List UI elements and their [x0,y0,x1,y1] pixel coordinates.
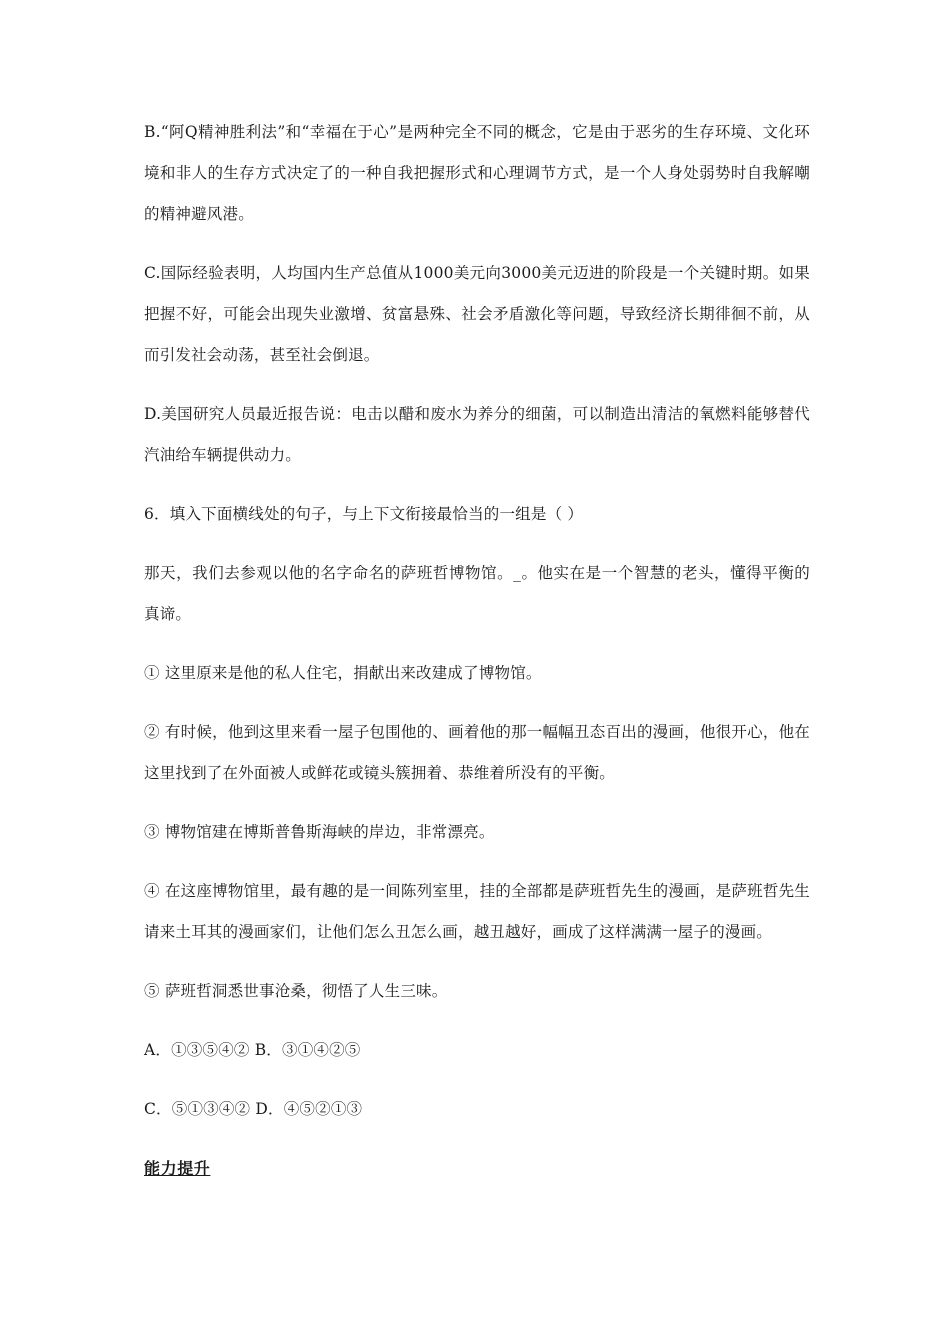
document-page [144,112,810,1189]
section-heading: 能力提升 [144,1159,211,1178]
sentence-2: ② 有时候，他到这里来看一屋子包围他的、画着他的那一幅幅丑态百出的漫画，他很开心，他在这里找到了在外面被人或鲜花或镜头簇拥着、恭维着所没有的平衡。 [144,723,810,782]
answer-options-cd: C．⑤①③④② D．④⑤②①③ [144,1100,363,1118]
sentence-1: ① 这里原来是他的私人住宅，捐献出来改建成了博物馆。 [144,664,542,682]
question-6-passage: 那天，我们去参观以他的名字命名的萨班哲博物馆。_。他实在是一个智慧的老头，懂得平衡的真谛。 [144,564,810,623]
sentence-4: ④ 在这座博物馆里，最有趣的是一间陈列室里，挂的全部都是萨班哲先生的漫画，是萨班哲先生请来土耳其的漫画家们，让他们怎么丑怎么画，越丑越好，画成了这样满满一屋子的漫画。 [144,882,810,941]
sentence-3: ③ 博物馆建在博斯普鲁斯海峡的岸边，非常漂亮。 [144,823,495,841]
option-d-paragraph: D.美国研究人员最近报告说：电击以醋和废水为养分的细菌，可以制造出清洁的氧燃料能够替代汽油给车辆提供动力。 [144,405,810,464]
option-c-paragraph: C.国际经验表明，人均国内生产总值从1000美元向3000美元迈进的阶段是一个关键时期。如果把握不好，可能会出现失业激增、贫富悬殊、社会矛盾激化等问题，导致经济长期徘徊不前，从而引发社会动荡，甚至社会倒退。 [144,264,810,364]
option-b-paragraph: B.“阿Q精神胜利法”和“幸福在于心”是两种完全不同的概念，它是由于恶劣的生存环境、文化环境和非人的生存方式决定了的一种自我把握形式和心理调节方式，是一个人身处弱势时自我解嘲的精神避风港。 [144,123,810,223]
question-6-prompt: 6．填入下面横线处的句子，与上下文衔接最恰当的一组是（ ） [144,505,584,523]
sentence-5: ⑤ 萨班哲洞悉世事沧桑，彻悟了人生三味。 [144,982,448,1000]
answer-options-ab: A．①③⑤④② B．③①④②⑤ [144,1041,361,1059]
